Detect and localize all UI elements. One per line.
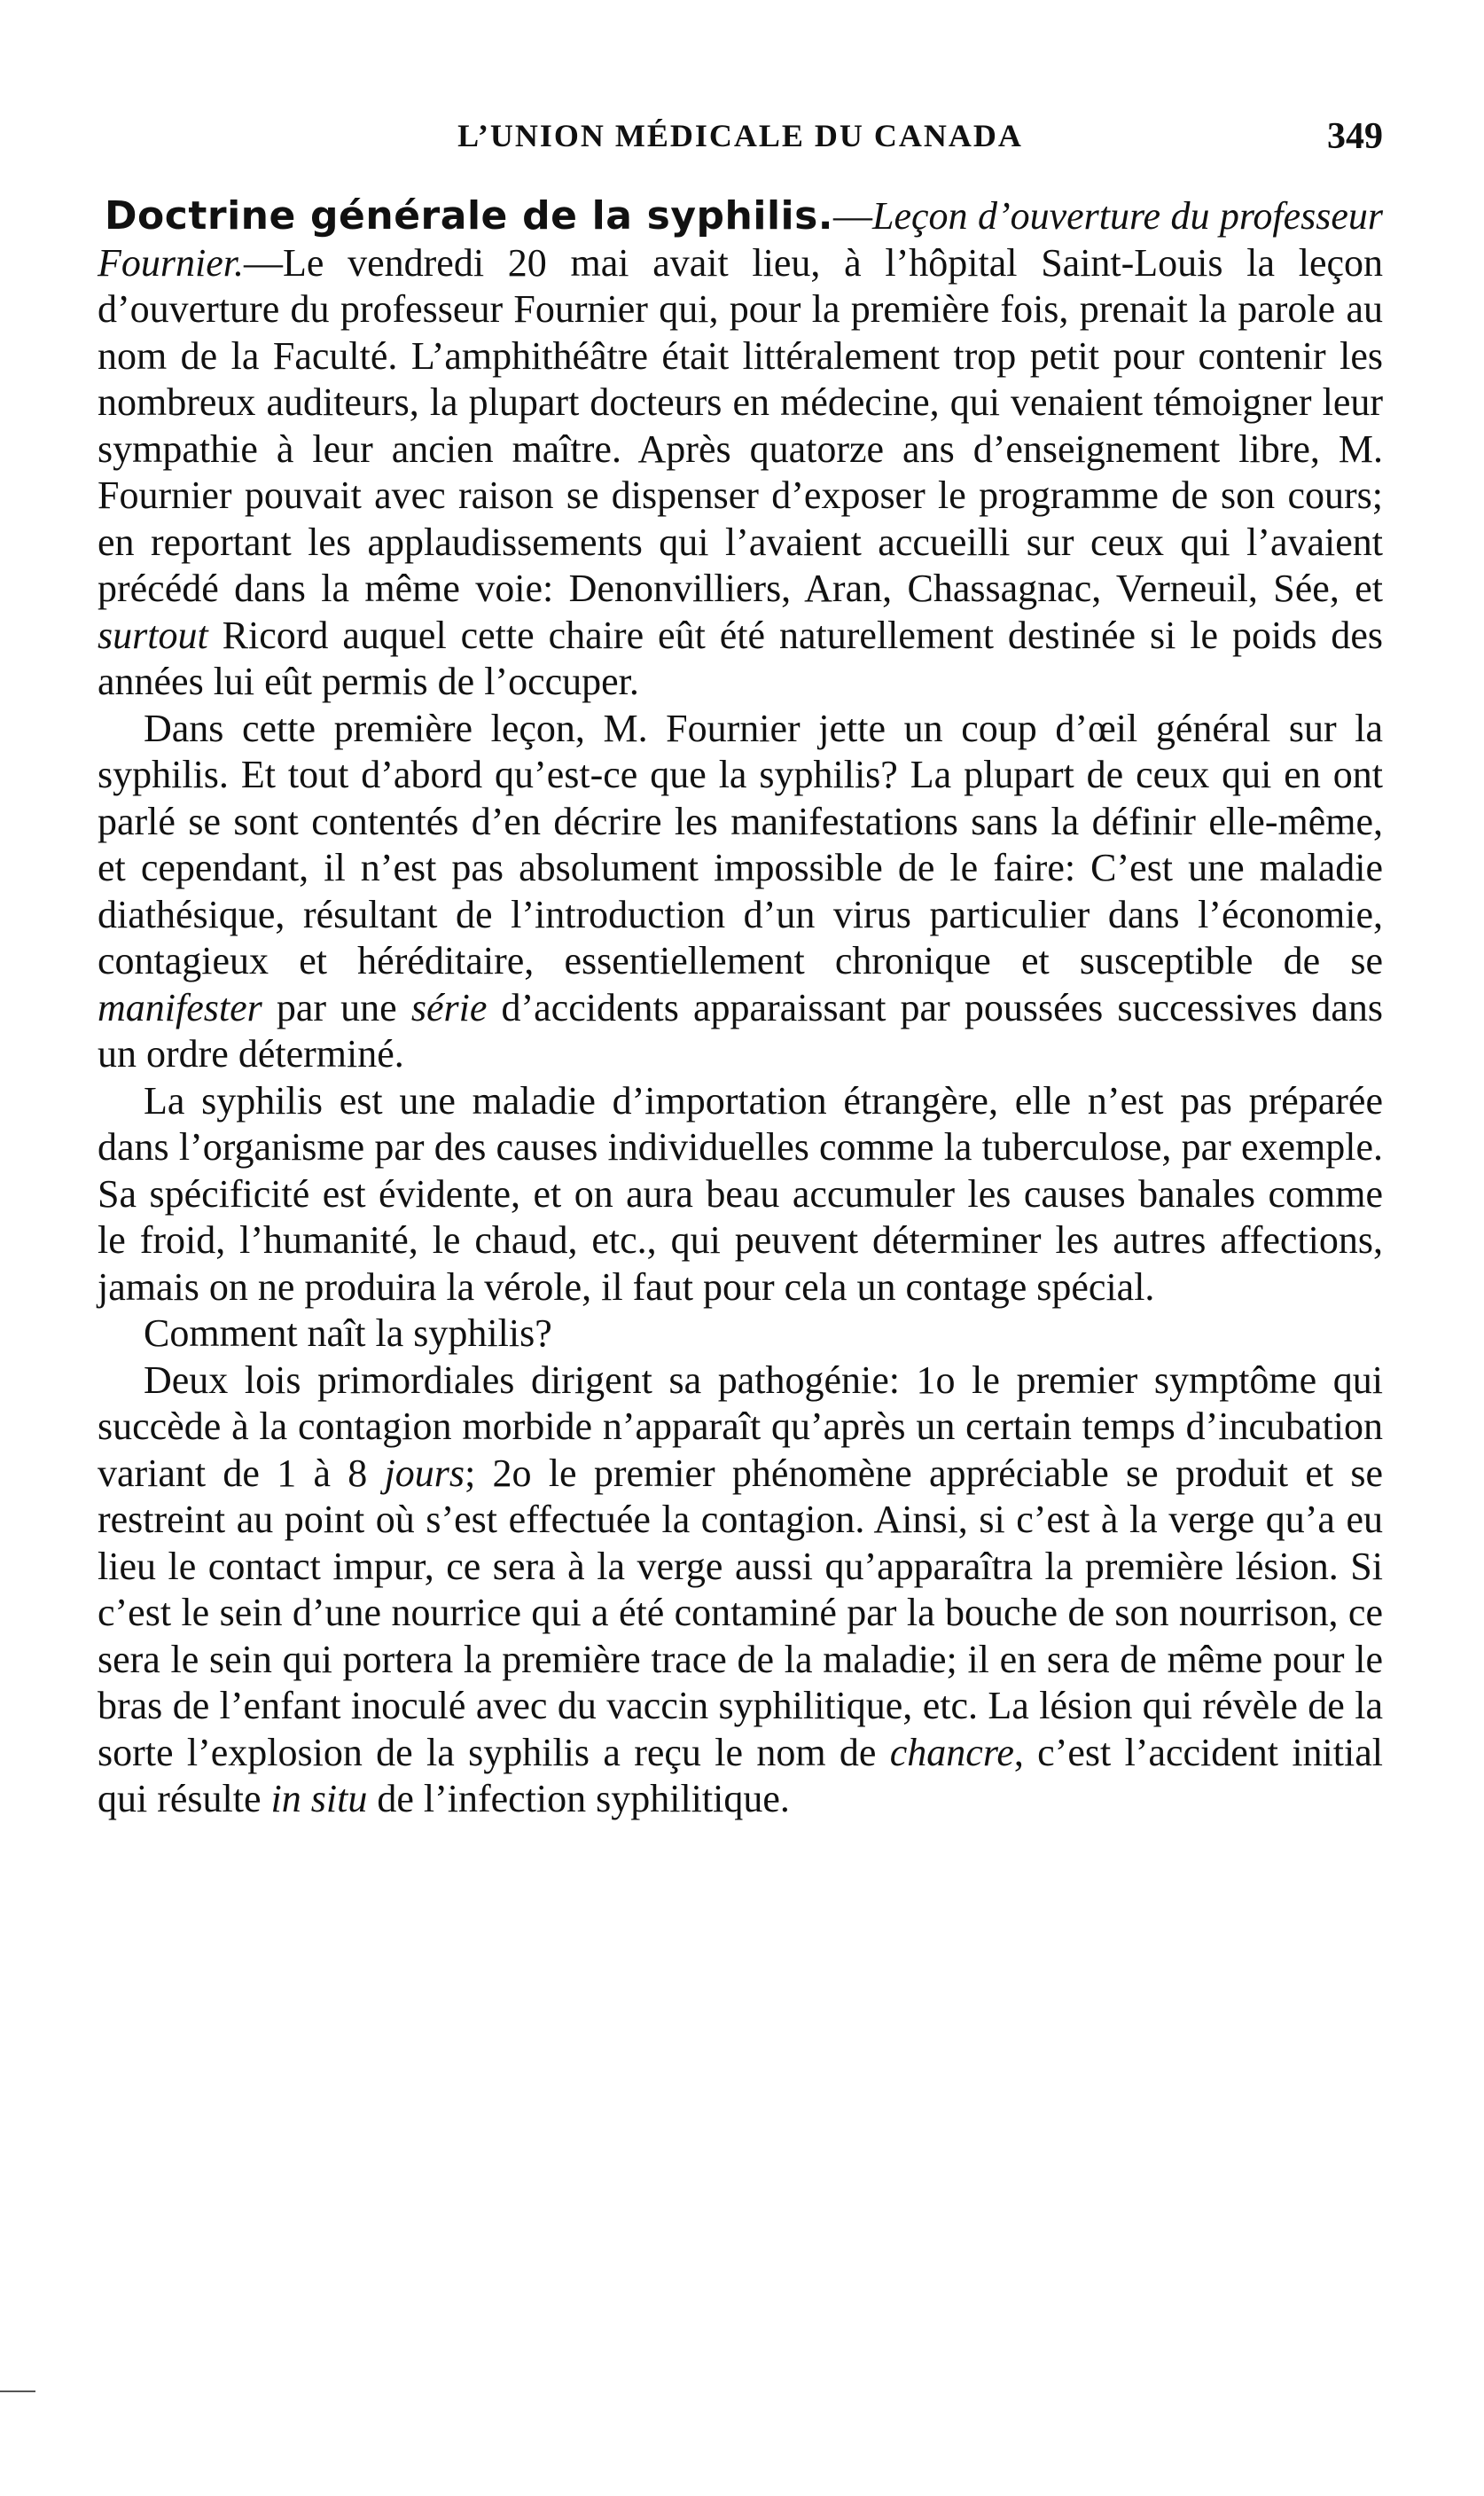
running-title: L’UNION MÉDICALE DU CANADA <box>457 118 1023 153</box>
paragraph-question <box>98 1311 1383 1358</box>
paragraph-5-italic-2: chancre <box>889 1730 1014 1774</box>
paragraph-2-italic-2: série <box>410 985 488 1029</box>
paragraph-4-text: Comment naît la syphilis? <box>144 1311 552 1355</box>
page-number: 349 <box>1327 116 1383 157</box>
paragraph-2-text-a: Dans cette première leçon, M. Fournier jette un coup d’œil général sur la syphilis. Et tout d’abord qu’est-ce que la syphilis? La plupart de ceux qui en ont parlé se sont contentés d’en décrire les manifestations sans la définir elle-même, et cependant, il n’est pas absolument impossible de le faire: C’est une maladie diathésique, résultant de l’introduction d’un virus particulier dans l’économie, contagieux et héréditaire, essentiellement chronique et susceptible de se <box>98 706 1383 982</box>
paragraph-importation <box>98 1078 1383 1311</box>
paragraph-3-text: La syphilis est une maladie d’importation étrangère, elle n’est pas préparée dans l’organisme par des causes individuelles comme la tuberculose, par exemple. Sa spécificité est évidente, et on aura beau accumuler les causes banales comme le froid, l’humanité, le chaud, etc., qui peuvent déterminer les autres affections, jamais on ne produira la vérole, il faut pour cela un contage spécial. <box>98 1078 1383 1309</box>
title-dash: — <box>833 194 873 238</box>
article-subtitle: Leçon d’ouverture du professeur Fournier. <box>98 194 1384 285</box>
scan-edge-mark <box>0 2390 35 2392</box>
article-body <box>98 193 1383 1823</box>
paragraph-1-italic: surtout <box>98 613 208 657</box>
paragraph-1-tail: Ricord auquel cette chaire eût été naturellement destinée si le poids des années lui eût permis de l’occuper. <box>98 613 1383 703</box>
paragraph-2-text-c: d’accidents apparaissant par poussées successives dans un ordre déterminé. <box>98 985 1383 1076</box>
intro-dash: — <box>244 240 283 285</box>
article-title: Doctrine générale de la syphilis. <box>105 193 834 239</box>
paragraph-5-text-c: , c’est l’accident initial qui résulte <box>98 1730 1383 1820</box>
paragraph-definition <box>98 706 1383 1078</box>
paragraph-5-text-d: de l’infection syphilitique. <box>367 1777 790 1820</box>
running-head <box>98 117 1383 170</box>
paragraph-2-italic-1: manifester <box>98 985 262 1029</box>
paragraph-5-italic-1: jours <box>384 1451 465 1495</box>
paragraph-pathogenesis <box>98 1358 1383 1823</box>
paragraph-intro <box>98 193 1383 706</box>
paragraph-2-text-b: par une <box>262 985 411 1029</box>
paragraph-5-text-a: Deux lois primordiales dirigent sa pathogénie: 1o le premier symptôme qui succède à la contagion morbide n’apparaît qu’après un certain temps d’incubation variant de 1 à 8 <box>98 1358 1383 1495</box>
paragraph-1-text: Le vendredi 20 mai avait lieu, à l’hôpital Saint-Louis la leçon d’ouverture du professeur Fournier qui, pour la première fois, prenait la parole au nom de la Faculté. L’amphithéâtre était littéralement trop petit pour contenir les nombreux auditeurs, la plupart docteurs en médecine, qui venaient témoigner leur sympathie à leur ancien maître. Après quatorze ans d’enseignement libre, M. Fournier pouvait avec raison se dispenser d’exposer le programme de son cours; en reportant les applaudissements qui l’avaient accueilli sur ceux qui l’avaient précédé dans la même voie: Denonvilliers, Aran, Chassagnac, Verneuil, Sée, et <box>98 240 1383 610</box>
paragraph-5-text-b: ; 2o le premier phénomène appréciable se produit et se restreint au point où s’est effectuée la contagion. Ainsi, si c’est à la verge qu’a eu lieu le contact impur, ce sera à la verge aussi qu’apparaîtra la première lésion. Si c’est le sein d’une nourrice qui a été contaminé par la bouche de son nourrison, ce sera le sein qui portera la première trace de la maladie; il en sera de même pour le bras de l’enfant inoculé avec du vaccin syphilitique, etc. La lésion qui révèle de la sorte l’explosion de la syphilis a reçu le nom de <box>98 1451 1384 1774</box>
paragraph-5-italic-3: in situ <box>270 1777 368 1820</box>
